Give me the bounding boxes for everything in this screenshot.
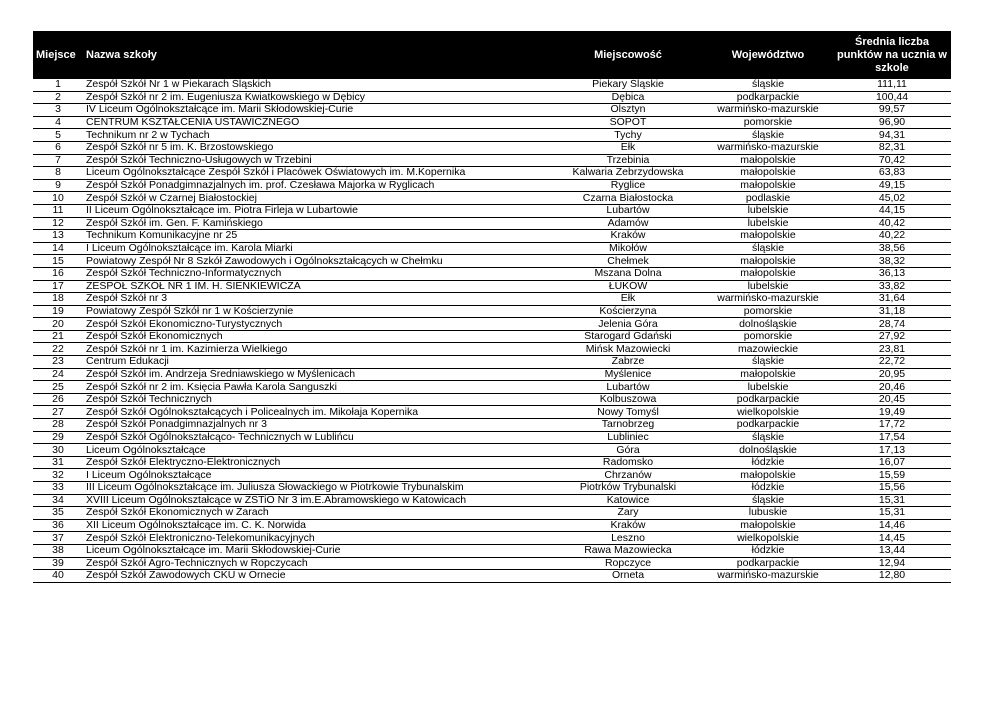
header-school-name: Nazwa szkoły: [86, 48, 157, 61]
table-row: [33, 242, 951, 255]
cell-school-name: Zespół Szkół im. Andrzeja Średniawskiego w Myślenicach: [83, 368, 553, 381]
cell-average-score: 49,15: [833, 179, 951, 192]
cell-school-name: CENTRUM KSZTAŁCENIA USTAWICZNEGO: [83, 116, 553, 129]
cell-average-score: 99,57: [833, 104, 951, 117]
cell-rank: 31: [33, 456, 83, 469]
cell-rank: 3: [33, 104, 83, 117]
header-city: Miejscowość: [594, 48, 662, 61]
table-row: [33, 91, 951, 104]
cell-school-name: Zespół Szkół Elektryczno-Elektronicznych: [83, 456, 553, 469]
cell-voivodeship: pomorskie: [703, 330, 833, 343]
cell-voivodeship: małopolskie: [703, 154, 833, 167]
cell-voivodeship: dolnośląskie: [703, 318, 833, 331]
table-row: [33, 255, 951, 268]
cell-school-name: Zespół Szkół Elektroniczno-Telekomunikacyjnych: [83, 532, 553, 545]
table-row: [33, 494, 951, 507]
cell-voivodeship: lubelskie: [703, 217, 833, 230]
table-header-row: [33, 31, 951, 79]
cell-rank: 2: [33, 91, 83, 104]
cell-average-score: 16,07: [833, 456, 951, 469]
cell-school-name: Zespół Szkół nr 2 im. Eugeniusza Kwiatkowskiego w Dębicy: [83, 91, 553, 104]
cell-rank: 32: [33, 469, 83, 482]
cell-rank: 13: [33, 230, 83, 243]
cell-school-name: Zespół Szkół nr 3: [83, 293, 553, 306]
cell-city: Chrzanów: [553, 469, 703, 482]
cell-average-score: 94,31: [833, 129, 951, 142]
cell-school-name: Zespół Szkół Techniczno-Usługowych w Trzebini: [83, 154, 553, 167]
cell-rank: 37: [33, 532, 83, 545]
cell-city: Myślenice: [553, 368, 703, 381]
cell-city: Chełmek: [553, 255, 703, 268]
cell-voivodeship: lubelskie: [703, 280, 833, 293]
cell-rank: 28: [33, 419, 83, 432]
cell-city: Ełk: [553, 293, 703, 306]
cell-voivodeship: lubelskie: [703, 204, 833, 217]
cell-school-name: Powiatowy Zespół Nr 8 Szkół Zawodowych i Ogólnokształcących w Chełmku: [83, 255, 553, 268]
cell-rank: 21: [33, 330, 83, 343]
cell-school-name: ZESPÓŁ SZKÓŁ NR 1 IM. H. SIENKIEWICZA: [83, 280, 553, 293]
cell-rank: 16: [33, 267, 83, 280]
cell-voivodeship: warmińsko-mazurskie: [703, 141, 833, 154]
table-row: [33, 419, 951, 432]
cell-rank: 10: [33, 192, 83, 205]
cell-city: Piekary Śląskie: [553, 79, 703, 91]
cell-rank: 40: [33, 570, 83, 583]
table-row: [33, 368, 951, 381]
cell-rank: 18: [33, 293, 83, 306]
cell-average-score: 31,18: [833, 305, 951, 318]
cell-school-name: Zespół Szkół Techniczno-Informatycznych: [83, 267, 553, 280]
cell-voivodeship: małopolskie: [703, 267, 833, 280]
cell-city: Dębica: [553, 91, 703, 104]
cell-city: SOPOT: [553, 116, 703, 129]
cell-rank: 30: [33, 444, 83, 457]
cell-average-score: 40,42: [833, 217, 951, 230]
cell-average-score: 13,44: [833, 544, 951, 557]
cell-voivodeship: śląskie: [703, 356, 833, 369]
table-row: [33, 570, 951, 583]
cell-city: Adamów: [553, 217, 703, 230]
table-row: [33, 482, 951, 495]
cell-city: Orneta: [553, 570, 703, 583]
cell-average-score: 22,72: [833, 356, 951, 369]
cell-rank: 38: [33, 544, 83, 557]
cell-rank: 36: [33, 519, 83, 532]
cell-average-score: 27,92: [833, 330, 951, 343]
cell-rank: 8: [33, 167, 83, 180]
cell-average-score: 12,80: [833, 570, 951, 583]
cell-school-name: Zespół Szkół Ponadgimnazjalnych im. prof. Czesława Majorka w Ryglicach: [83, 179, 553, 192]
cell-city: Piotrków Trybunalski: [553, 482, 703, 495]
cell-school-name: Zespół Szkół Ogólnokształcąco- Technicznych w Lublińcu: [83, 431, 553, 444]
table-row: [33, 469, 951, 482]
cell-rank: 11: [33, 204, 83, 217]
cell-city: Lubartów: [553, 204, 703, 217]
cell-city: Ełk: [553, 141, 703, 154]
cell-rank: 39: [33, 557, 83, 570]
cell-school-name: Zespół Szkół Agro-Technicznych w Ropczycach: [83, 557, 553, 570]
cell-school-name: Centrum Edukacji: [83, 356, 553, 369]
cell-average-score: 100,44: [833, 91, 951, 104]
table-row: [33, 293, 951, 306]
cell-school-name: Liceum Ogólnokształcące im. Marii Skłodowskiej-Curie: [83, 544, 553, 557]
cell-voivodeship: małopolskie: [703, 179, 833, 192]
table-row: [33, 406, 951, 419]
cell-voivodeship: łódzkie: [703, 482, 833, 495]
cell-city: Radomsko: [553, 456, 703, 469]
cell-voivodeship: lubelskie: [703, 381, 833, 394]
cell-voivodeship: wielkopolskie: [703, 532, 833, 545]
cell-city: Ryglice: [553, 179, 703, 192]
cell-rank: 25: [33, 381, 83, 394]
cell-voivodeship: warmińsko-mazurskie: [703, 293, 833, 306]
cell-rank: 6: [33, 141, 83, 154]
cell-voivodeship: śląskie: [703, 431, 833, 444]
cell-city: Tychy: [553, 129, 703, 142]
table-row: [33, 532, 951, 545]
cell-school-name: Zespół Szkół nr 5 im. K. Brzostowskiego: [83, 141, 553, 154]
table-row: [33, 330, 951, 343]
cell-rank: 12: [33, 217, 83, 230]
cell-school-name: Technikum Komunikacyjne nr 25: [83, 230, 553, 243]
cell-average-score: 31,64: [833, 293, 951, 306]
school-ranking-table: [33, 31, 951, 583]
cell-average-score: 20,46: [833, 381, 951, 394]
cell-average-score: 63,83: [833, 167, 951, 180]
cell-rank: 35: [33, 507, 83, 520]
cell-city: Góra: [553, 444, 703, 457]
cell-average-score: 23,81: [833, 343, 951, 356]
cell-school-name: XII Liceum Ogólnokształcące im. C. K. Norwida: [83, 519, 553, 532]
table-row: [33, 179, 951, 192]
table-row: [33, 167, 951, 180]
cell-voivodeship: pomorskie: [703, 116, 833, 129]
cell-voivodeship: małopolskie: [703, 230, 833, 243]
header-average-score: Średnia liczba punktów na ucznia w szkole: [836, 35, 947, 74]
table-row: [33, 343, 951, 356]
cell-average-score: 111,11: [833, 79, 951, 91]
cell-average-score: 36,13: [833, 267, 951, 280]
cell-city: Lubartów: [553, 381, 703, 394]
cell-voivodeship: mazowieckie: [703, 343, 833, 356]
cell-school-name: Technikum nr 2 w Tychach: [83, 129, 553, 142]
ranking-sheet: [33, 31, 951, 583]
cell-city: Kolbuszowa: [553, 393, 703, 406]
cell-city: Mińsk Mazowiecki: [553, 343, 703, 356]
cell-city: Trzebinia: [553, 154, 703, 167]
cell-average-score: 45,02: [833, 192, 951, 205]
cell-city: Rawa Mazowiecka: [553, 544, 703, 557]
cell-school-name: Liceum Ogólnokształcące: [83, 444, 553, 457]
table-row: [33, 267, 951, 280]
cell-school-name: Powiatowy Zespół Szkół nr 1 w Kościerzynie: [83, 305, 553, 318]
header-rank: Miejsce: [36, 48, 76, 61]
table-row: [33, 393, 951, 406]
cell-city: Kraków: [553, 230, 703, 243]
cell-city: Kraków: [553, 519, 703, 532]
cell-rank: 14: [33, 242, 83, 255]
cell-rank: 24: [33, 368, 83, 381]
cell-average-score: 17,54: [833, 431, 951, 444]
table-row: [33, 230, 951, 243]
cell-voivodeship: warmińsko-mazurskie: [703, 570, 833, 583]
cell-voivodeship: małopolskie: [703, 469, 833, 482]
cell-rank: 34: [33, 494, 83, 507]
cell-average-score: 28,74: [833, 318, 951, 331]
cell-city: Jelenia Góra: [553, 318, 703, 331]
cell-average-score: 19,49: [833, 406, 951, 419]
cell-voivodeship: podkarpackie: [703, 419, 833, 432]
table-row: [33, 280, 951, 293]
cell-city: Mszana Dolna: [553, 267, 703, 280]
table-row: [33, 318, 951, 331]
cell-voivodeship: małopolskie: [703, 167, 833, 180]
table-row: [33, 356, 951, 369]
cell-voivodeship: lubuskie: [703, 507, 833, 520]
cell-city: Żary: [553, 507, 703, 520]
cell-school-name: IV Liceum Ogólnokształcące im. Marii Skłodowskiej-Curie: [83, 104, 553, 117]
cell-average-score: 17,72: [833, 419, 951, 432]
cell-average-score: 15,31: [833, 494, 951, 507]
cell-city: Czarna Białostocka: [553, 192, 703, 205]
cell-rank: 4: [33, 116, 83, 129]
table-row: [33, 79, 951, 91]
cell-voivodeship: śląskie: [703, 494, 833, 507]
cell-average-score: 33,82: [833, 280, 951, 293]
cell-average-score: 15,56: [833, 482, 951, 495]
table-row: [33, 444, 951, 457]
cell-rank: 5: [33, 129, 83, 142]
cell-average-score: 12,94: [833, 557, 951, 570]
cell-rank: 17: [33, 280, 83, 293]
cell-city: Mikołów: [553, 242, 703, 255]
cell-voivodeship: podkarpackie: [703, 91, 833, 104]
cell-rank: 22: [33, 343, 83, 356]
table-row: [33, 519, 951, 532]
cell-rank: 1: [33, 79, 83, 91]
cell-average-score: 15,31: [833, 507, 951, 520]
cell-voivodeship: warmińsko-mazurskie: [703, 104, 833, 117]
cell-voivodeship: śląskie: [703, 79, 833, 91]
cell-school-name: Zespół Szkół Ekonomicznych: [83, 330, 553, 343]
cell-voivodeship: podkarpackie: [703, 393, 833, 406]
cell-city: Nowy Tomyśl: [553, 406, 703, 419]
table-row: [33, 204, 951, 217]
cell-school-name: Zespół Szkół w Czarnej Białostockiej: [83, 192, 553, 205]
cell-voivodeship: pomorskie: [703, 305, 833, 318]
cell-average-score: 44,15: [833, 204, 951, 217]
cell-voivodeship: dolnośląskie: [703, 444, 833, 457]
cell-average-score: 82,31: [833, 141, 951, 154]
cell-city: Lubliniec: [553, 431, 703, 444]
cell-rank: 7: [33, 154, 83, 167]
cell-school-name: Zespół Szkół Ponadgimnazjalnych nr 3: [83, 419, 553, 432]
cell-school-name: Zespół Szkół Nr 1 w Piekarach Śląskich: [83, 79, 553, 91]
cell-rank: 33: [33, 482, 83, 495]
cell-city: Zabrze: [553, 356, 703, 369]
cell-city: ŁUKÓW: [553, 280, 703, 293]
cell-city: Kalwaria Zebrzydowska: [553, 167, 703, 180]
cell-school-name: XVIII Liceum Ogólnokształcące w ZSTiO Nr 3 im.E.Abramowskiego w Katowicach: [83, 494, 553, 507]
cell-voivodeship: podkarpackie: [703, 557, 833, 570]
cell-voivodeship: wielkopolskie: [703, 406, 833, 419]
table-row: [33, 557, 951, 570]
cell-voivodeship: śląskie: [703, 242, 833, 255]
cell-voivodeship: podlaskie: [703, 192, 833, 205]
cell-city: Katowice: [553, 494, 703, 507]
table-row: [33, 544, 951, 557]
cell-average-score: 20,45: [833, 393, 951, 406]
cell-voivodeship: małopolskie: [703, 255, 833, 268]
table-row: [33, 456, 951, 469]
table-row: [33, 431, 951, 444]
cell-average-score: 14,46: [833, 519, 951, 532]
cell-city: Olsztyn: [553, 104, 703, 117]
table-row: [33, 154, 951, 167]
cell-average-score: 17,13: [833, 444, 951, 457]
table-row: [33, 141, 951, 154]
cell-school-name: III Liceum Ogólnokształcące im. Juliusza Słowackiego w Piotrkowie Trybunalskim: [83, 482, 553, 495]
cell-school-name: Zespół Szkół nr 1 im. Kazimierza Wielkiego: [83, 343, 553, 356]
table-row: [33, 129, 951, 142]
table-row: [33, 116, 951, 129]
cell-school-name: Zespół Szkół Ogólnokształcących i Policealnych im. Mikołaja Kopernika: [83, 406, 553, 419]
cell-school-name: I Liceum Ogólnokształcące im. Karola Miarki: [83, 242, 553, 255]
cell-school-name: Zespół Szkół im. Gen. F. Kamińskiego: [83, 217, 553, 230]
cell-school-name: Liceum Ogólnokształcące Zespół Szkół i Placówek Oświatowych im. M.Kopernika: [83, 167, 553, 180]
table-row: [33, 507, 951, 520]
cell-rank: 29: [33, 431, 83, 444]
cell-voivodeship: łódzkie: [703, 544, 833, 557]
cell-school-name: Zespół Szkół Ekonomicznych w Żarach: [83, 507, 553, 520]
cell-average-score: 70,42: [833, 154, 951, 167]
cell-rank: 15: [33, 255, 83, 268]
table-row: [33, 104, 951, 117]
cell-voivodeship: małopolskie: [703, 519, 833, 532]
cell-average-score: 38,32: [833, 255, 951, 268]
cell-average-score: 40,22: [833, 230, 951, 243]
cell-city: Kościerzyna: [553, 305, 703, 318]
cell-voivodeship: łódzkie: [703, 456, 833, 469]
cell-school-name: II Liceum Ogólnokształcące im. Piotra Firleja w Lubartowie: [83, 204, 553, 217]
cell-average-score: 14,45: [833, 532, 951, 545]
cell-rank: 9: [33, 179, 83, 192]
cell-rank: 20: [33, 318, 83, 331]
cell-city: Leszno: [553, 532, 703, 545]
cell-school-name: I Liceum Ogólnokształcące: [83, 469, 553, 482]
table-row: [33, 305, 951, 318]
cell-voivodeship: małopolskie: [703, 368, 833, 381]
cell-average-score: 96,90: [833, 116, 951, 129]
cell-city: Starogard Gdański: [553, 330, 703, 343]
header-voivodeship: Województwo: [731, 48, 805, 61]
table-row: [33, 381, 951, 394]
cell-rank: 23: [33, 356, 83, 369]
cell-rank: 26: [33, 393, 83, 406]
table-row: [33, 217, 951, 230]
table-row: [33, 192, 951, 205]
cell-voivodeship: śląskie: [703, 129, 833, 142]
cell-average-score: 20,95: [833, 368, 951, 381]
cell-average-score: 38,56: [833, 242, 951, 255]
cell-average-score: 15,59: [833, 469, 951, 482]
cell-school-name: Zespół Szkół Zawodowych CKU w Ornecie: [83, 570, 553, 583]
cell-school-name: Zespół Szkół Technicznych: [83, 393, 553, 406]
cell-city: Tarnobrzeg: [553, 419, 703, 432]
cell-rank: 19: [33, 305, 83, 318]
cell-city: Ropczyce: [553, 557, 703, 570]
cell-school-name: Zespół Szkół Ekonomiczno-Turystycznych: [83, 318, 553, 331]
cell-rank: 27: [33, 406, 83, 419]
cell-school-name: Zespół Szkół nr 2 im. Księcia Pawła Karola Sanguszki: [83, 381, 553, 394]
